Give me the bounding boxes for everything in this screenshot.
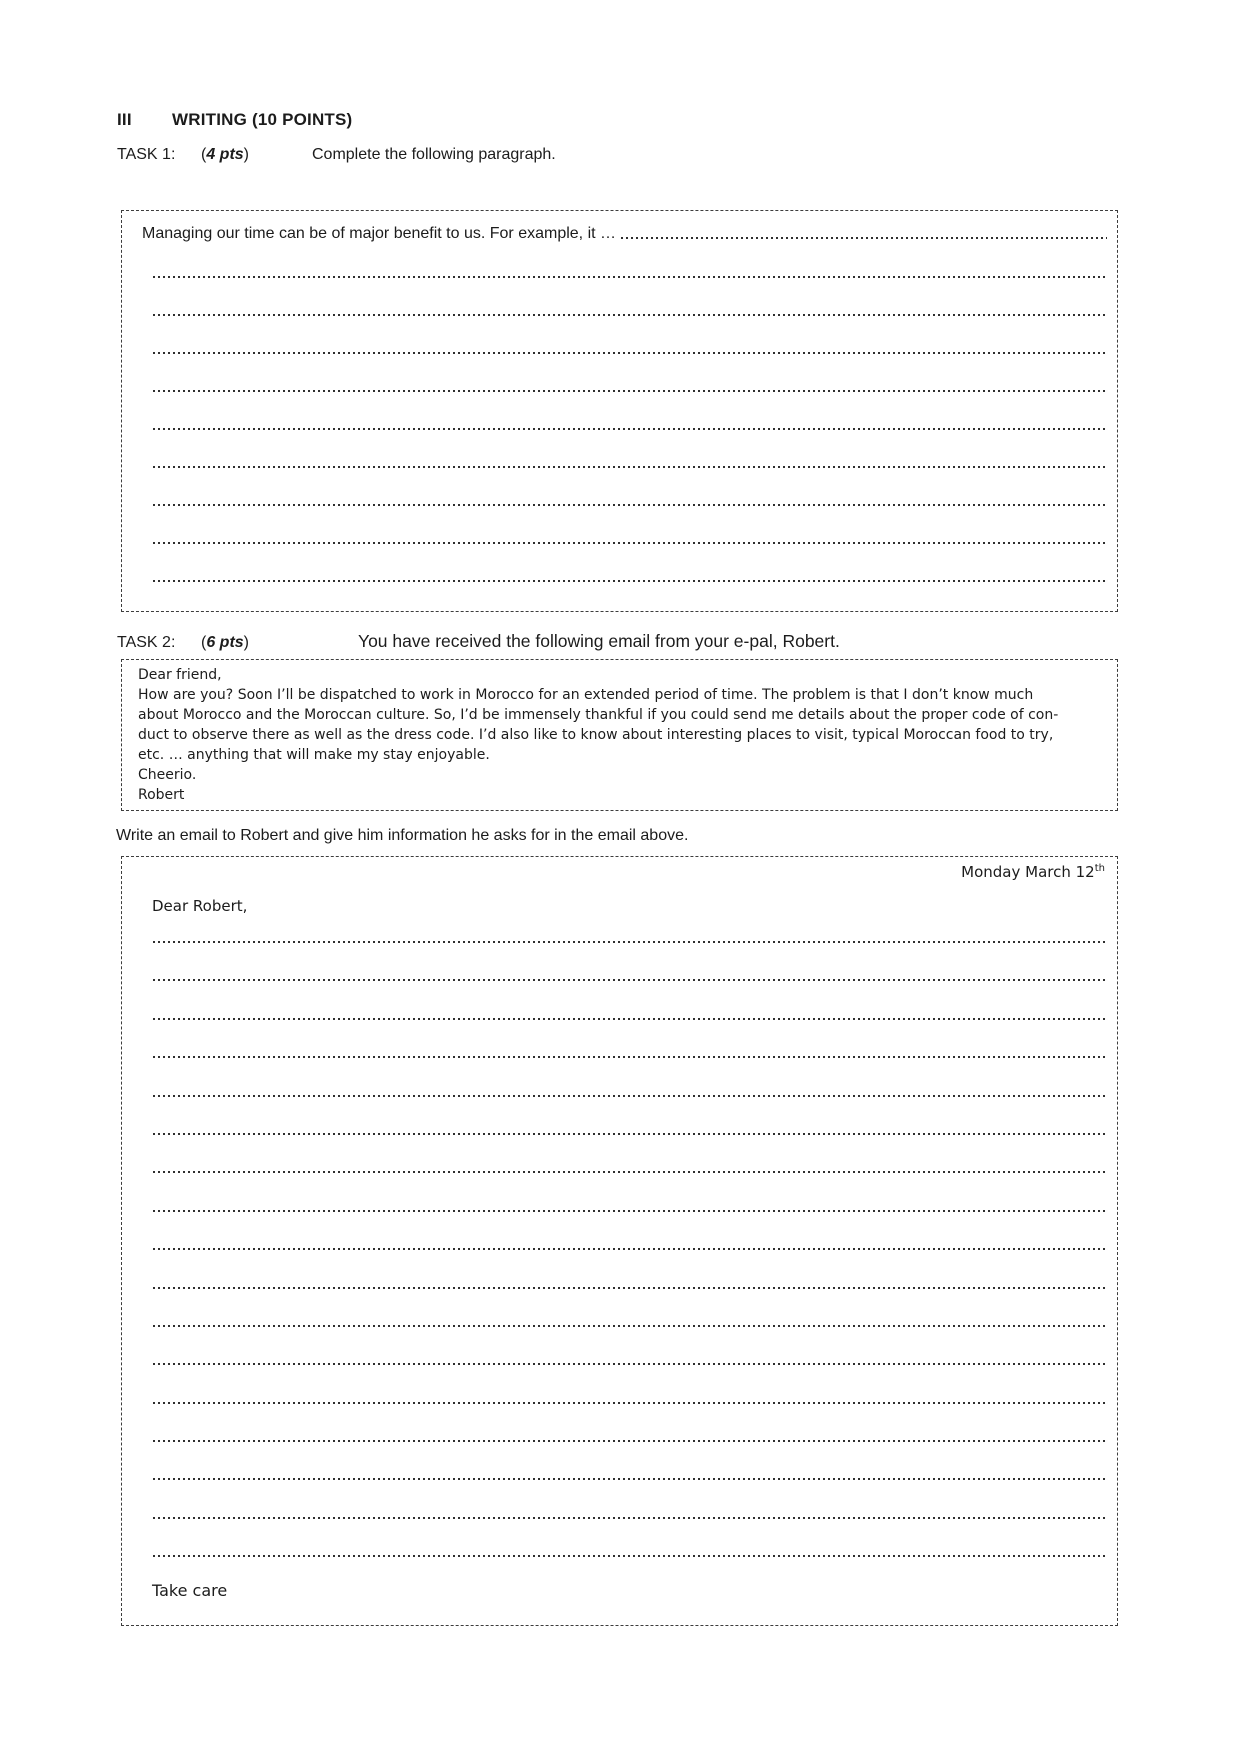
- paren-open: (: [201, 634, 207, 651]
- task2-label: TASK 2:: [117, 634, 176, 651]
- robert-email-line: Cheerio.: [138, 767, 197, 783]
- task2-points-value: 6 pts: [206, 634, 244, 651]
- task1-blank-line: [153, 314, 1106, 316]
- task1-label: TASK 1:: [117, 146, 176, 163]
- task1-instruction: Complete the following paragraph.: [312, 146, 556, 163]
- task2-write-instruction: Write an email to Robert and give him information he asks for in the email above.: [116, 827, 689, 844]
- reply-blank-line: [153, 1171, 1106, 1173]
- reply-blank-line: [153, 1325, 1106, 1327]
- robert-email-line: Robert: [138, 787, 185, 803]
- reply-blank-line: [153, 1248, 1106, 1250]
- task1-blank-line: [153, 352, 1106, 354]
- reply-blank-line: [153, 1363, 1106, 1365]
- section-number: III: [117, 110, 132, 129]
- paren-open: (: [201, 146, 207, 163]
- robert-email-line: etc. … anything that will make my stay enjoyable.: [138, 747, 490, 763]
- reply-date-text: Monday March 12: [961, 863, 1095, 881]
- reply-blank-line: [153, 1555, 1106, 1557]
- reply-blank-line: [153, 941, 1106, 943]
- dotted-fill-line: [621, 237, 1107, 239]
- reply-salutation: Dear Robert,: [152, 897, 248, 915]
- task1-points: [201, 146, 312, 164]
- reply-blank-line: [153, 1517, 1106, 1519]
- paren-close: ): [243, 146, 249, 163]
- task1-blank-line: [153, 390, 1106, 392]
- robert-email-line: duct to observe there as well as the dress code. I’d also like to know about interesting places to visit, typical Moroccan food to try,: [138, 727, 1054, 743]
- section-title: WRITING (10 POINTS): [172, 110, 353, 129]
- reply-blank-line: [153, 1478, 1106, 1480]
- task1-blank-line: [153, 428, 1106, 430]
- reply-blank-line: [153, 1440, 1106, 1442]
- reply-writing-lines: [153, 941, 1106, 1594]
- task1-points-value: 4 pts: [206, 146, 244, 163]
- paren-close: ): [243, 634, 249, 651]
- task1-prompt-line: [142, 225, 1107, 243]
- task2-instruction: You have received the following email from your e-pal, Robert.: [358, 631, 840, 651]
- reply-date-ordinal: th: [1094, 863, 1105, 874]
- task1-blank-line: [153, 504, 1106, 506]
- section-heading: [117, 110, 352, 130]
- reply-blank-line: [153, 979, 1106, 981]
- task1-blank-line: [153, 580, 1106, 582]
- reply-blank-line: [153, 1402, 1106, 1404]
- robert-email-line: about Morocco and the Moroccan culture. So, I’d be immensely thankful if you could send me details about the proper code of con-: [138, 707, 1059, 723]
- reply-blank-line: [153, 1287, 1106, 1289]
- reply-blank-line: [153, 1056, 1106, 1058]
- reply-blank-line: [153, 1018, 1106, 1020]
- task1-prompt-text: Managing our time can be of major benefit to us. For example, it …: [142, 225, 617, 242]
- task1-blank-line: [153, 276, 1106, 278]
- task2-header: [117, 631, 840, 652]
- robert-email-line: Dear friend,: [138, 667, 222, 683]
- reply-blank-line: [153, 1095, 1106, 1097]
- reply-closing: Take care: [152, 1581, 228, 1600]
- task2-points: [201, 634, 358, 652]
- task1-writing-lines: [153, 276, 1106, 618]
- robert-email-line: How are you? Soon I’ll be dispatched to work in Morocco for an extended period of time. The problem is that I don’t know much: [138, 687, 1034, 703]
- task1-blank-line: [153, 542, 1106, 544]
- task1-header: [117, 146, 556, 164]
- task1-answer-box: [121, 210, 1118, 612]
- reply-blank-line: [153, 1210, 1106, 1212]
- robert-email-body: [138, 665, 1109, 805]
- reply-blank-line: [153, 1133, 1106, 1135]
- robert-email-box: [121, 659, 1118, 811]
- task1-blank-line: [153, 466, 1106, 468]
- reply-answer-box: [121, 856, 1118, 1626]
- reply-date: [961, 863, 1105, 881]
